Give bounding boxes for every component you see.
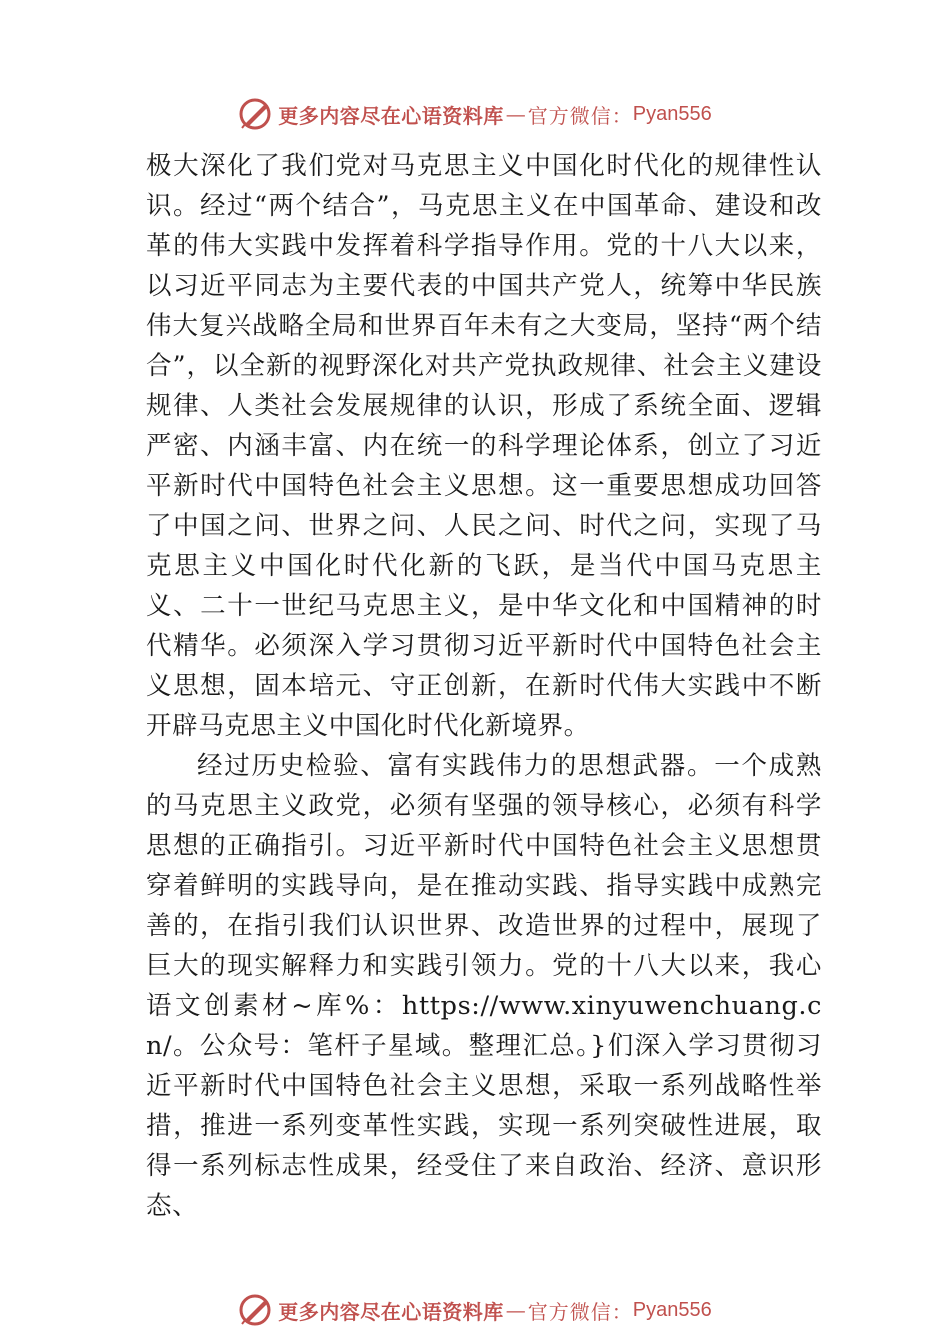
header-wechat-label: 官方微信： xyxy=(527,103,633,128)
footer-dash: — xyxy=(505,1298,526,1322)
header-wechat-id: Pyan556 xyxy=(632,102,712,125)
header-banner xyxy=(0,92,950,136)
quill-pen-icon xyxy=(238,97,272,131)
document-body xyxy=(146,146,822,1226)
quill-pen-icon xyxy=(238,1293,272,1327)
paragraph-1: 极大深化了我们党对马克思主义中国化时代化的规律性认识。经过“两个结合”，马克思主义在中国革命、建设和改革的伟大实践中发挥着科学指导作用。党的十八大以来，以习近平同志为主要代表的中国共产党人，统筹中华民族伟大复兴战略全局和世界百年未有之大变局，坚持“两个结合”，以全新的视野深化对共产党执政规律、社会主义建设规律、人类社会发展规律的认识，形成了系统全面、逻辑严密、内涵丰富、内在统一的科学理论体系，创立了习近平新时代中国特色社会主义思想。这一重要思想成功回答了中国之问、世界之问、人民之问、时代之问，实现了马克思主义中国化时代化新的飞跃，是当代中国马克思主义、二十一世纪马克思主义，是中华文化和中国精神的时代精华。必须深入学习贯彻习近平新时代中国特色社会主义思想，固本培元、守正创新，在新时代伟大实践中不断开辟马克思主义中国化时代化新境界。 xyxy=(146,151,822,741)
header-main-text: 更多内容尽在心语资料库 xyxy=(278,103,504,128)
footer-wechat-label: 官方微信： xyxy=(527,1299,633,1324)
footer-wechat-id: Pyan556 xyxy=(632,1298,712,1321)
footer-banner xyxy=(0,1288,950,1332)
header-dash: — xyxy=(505,102,526,126)
footer-main-text: 更多内容尽在心语资料库 xyxy=(278,1299,504,1324)
paragraph-2: 经过历史检验、富有实践伟力的思想武器。一个成熟的马克思主义政党，必须有坚强的领导核心，必须有科学思想的正确指引。习近平新时代中国特色社会主义思想贯穿着鲜明的实践导向，是在推动实践、指导实践中成熟完善的，在指引我们认识世界、改造世界的过程中，展现了巨大的现实解释力和实践引领力。党的十八大以来，我心语文创素材~库%：https://www.xinyuwenchuang.cn/。公众号：笔杆子星域。整理汇总。}们深入学习贯彻习近平新时代中国特色社会主义思想，采取一系列战略性举措，推进一系列变革性实践，实现一系列突破性进展，取得一系列标志性成果，经受住了来自政治、经济、意识形态、 xyxy=(146,751,822,1221)
